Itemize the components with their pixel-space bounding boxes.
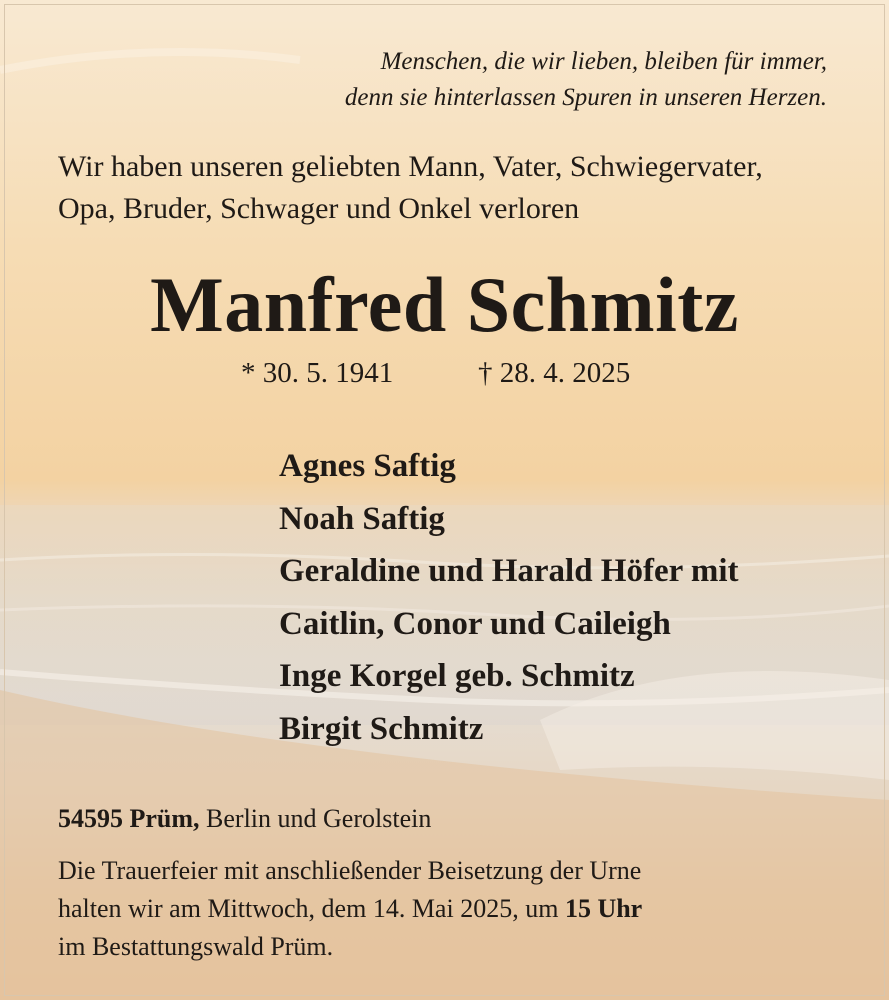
family-member: Agnes Saftig: [279, 448, 456, 484]
quote-line: denn sie hinterlassen Spuren in unseren Herzen.: [344, 84, 827, 111]
intro-line: Wir haben unseren geliebten Mann, Vater, Schwiegervater,: [58, 150, 763, 183]
ceremony-date-text: halten wir am Mittwoch, dem 14. Mai 2025, um: [58, 894, 565, 923]
deceased-name: Manfred Schmitz: [150, 261, 739, 348]
ceremony-time: 15 Uhr: [564, 894, 643, 923]
ceremony-line: im Bestattungswald Prüm.: [58, 932, 334, 961]
location-primary: 54595 Prüm,: [58, 804, 200, 833]
family-member: Inge Korgel geb. Schmitz: [279, 658, 635, 694]
intro-text: [58, 146, 763, 230]
intro-line: Opa, Bruder, Schwager und Onkel verloren: [58, 192, 580, 225]
location-secondary: Berlin und Gerolstein: [199, 804, 432, 833]
family-member: Birgit Schmitz: [279, 710, 484, 747]
family-member: Geraldine und Harald Höfer mit: [279, 553, 739, 589]
memorial-quote: [345, 44, 827, 116]
family-member: Noah Saftig: [279, 500, 445, 537]
death-date: † 28. 4. 2025: [478, 357, 631, 389]
ceremony-line: Die Trauerfeier mit anschließender Beisetzung der Urne: [58, 856, 642, 885]
birth-date: * 30. 5. 1941: [241, 357, 394, 389]
family-list: [279, 440, 739, 755]
ceremony-line: [58, 890, 642, 928]
family-member: Caitlin, Conor und Caileigh: [279, 605, 671, 642]
location-line: [58, 801, 431, 837]
quote-line: Menschen, die wir lieben, bleiben für immer,: [380, 48, 827, 75]
ceremony-info: [58, 852, 642, 966]
